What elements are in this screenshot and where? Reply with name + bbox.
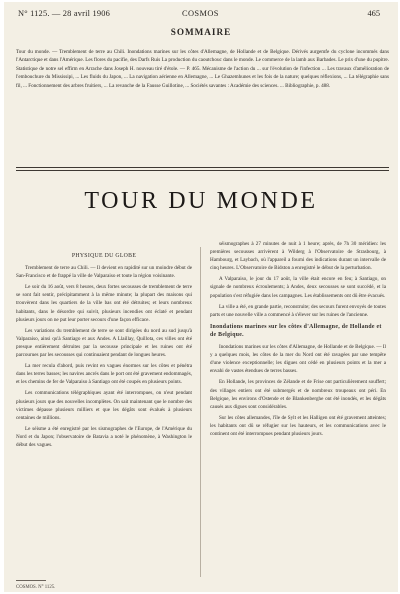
divider-rule	[16, 167, 389, 168]
left-column	[16, 252, 192, 587]
divider-rule	[16, 170, 389, 171]
paragraph: séismographes à 27 minutes de nuit à 1 heure; après, de 7h 30 méridien: les premières secousses arrivèrent à Wilderg à l'Observatoire de Strasbourg, à Hambourg, et Laybach, où l'appareil a fourni des indications durant un intervalle de cinq heures. L'Observatoire de Bidston a enregistré le début de la perturbation.	[210, 241, 386, 272]
footer-note: COSMOS. N° 1125.	[16, 585, 56, 590]
right-column	[210, 240, 386, 575]
paragraph: Tremblement de terre au Chili. — Il devient en rapidité sur un moindre début de San-Francisco et de frappé la ville de Valparaiso et toute la région voisinante.	[16, 265, 192, 280]
paragraph: A Valparaiso, le jour du 17 août, la ville était encore en feu; à Santiago, on signale de nombreux écroulements; à Andes, deux secousses se sont succédé, et la population s'est réfugiée dans les campagnes. Les établissements ont dû être évacués.	[210, 276, 386, 299]
paragraph: Sur les côtes allemandes, l'île de Sylt et les Halligen ont été gravement atteintes; les habitants ont dû se réfugier sur les hauteurs, et les communications avec le continent ont été interrompues pendant plusieurs jours.	[210, 414, 386, 437]
page-number: 465	[367, 9, 380, 18]
paragraph: En Hollande, les provinces de Zélande et de Frise ont particulièrement souffert; des villages entiers ont été submergés et de nombreux troupeaux ont péri. En Belgique, les environs d'Ostende et de Blankenberghe ont été inondés, et les dégâts causés aux digues sont considérables.	[210, 379, 386, 410]
paragraph: Inondations marines sur les côtes d'Allemagne, de Hollande et de Belgique. — Il y a quelques mois, les côtes de la mer du Nord ont été ravagées par une tempête d'une violence exceptionnelle; les digues ont cédé en plusieurs points et la mer a envahi de vastes étendues de terres basses.	[210, 344, 386, 375]
column-divider	[200, 247, 201, 577]
article-subheading: Inondations marines sur les côtes d'Allemagne, de Hollande et de Belgique.	[210, 323, 382, 338]
column-section-heading: PHYSIQUE DU GLOBE	[71, 253, 137, 259]
section-title: TOUR DU MONDE	[84, 188, 318, 214]
paragraph: La ville a été, en grande partie, reconstruite; des secours furent envoyés de toutes parts et une nouvelle ville a commencé à s'élever sur les ruines de l'ancienne.	[210, 303, 386, 318]
footer-rule	[16, 580, 46, 581]
journal-page	[4, 2, 398, 592]
paragraph: Le séisme a été enregistré par les sismographes de l'Europe, de l'Amérique du Nord et du Japon; l'observatoire de Batavia a noté le phénomène, à Washington le début des vagues.	[16, 425, 192, 448]
page-header	[4, 9, 398, 23]
sommaire-text: Tour du monde. — Tremblement de terre au Chili. Inondations marines sur les côtes d'Allemagne, de Hollande et de Belgique. Dérivés aurgemfe du cyclone incommés dans l'Antarctique et dans l'Amérique. Les flores du pacifie, des Darfs Ruis La production du caoutchouc dans le monde. Le commerce de la lamb aux Barbades. Le prix d'une du pupitre. Statistique de notre sel effirm en Arrache dans Joseph H. nouveau tiré d'étole. — P. 465. Mécanisme de l'action du ... sur l'évolution de l'infection ... Les travaux d'amélioration de l'embouchure du Mississipi, ... Les fluids du Japon, ... La navigation aérienne en Allemagne, ... Le Ghazemhunes et les fois de la nature; quelques réflexions, ... La télégraphie sans fil, ... Fonctionnement des arbres fruitiers, ... La revanche de la Fausse Guillotine, ... Sociétés savantes : Académie des sciences. ... Bibliographie, p. 488.	[16, 49, 389, 89]
sommaire-heading: SOMMAIRE	[170, 27, 232, 37]
paragraph: Les communications télégraphiques ayant été interrompues, on n'eut pendant plusieurs jours que des nouvelles incomplètes. On sait maintenant que le nombre des victimes dépasse plusieurs milliers et que les dégâts sont évalués à plusieurs centaines de millions.	[16, 390, 192, 421]
paragraph: Les variations du tremblement de terre se sont dirigées du nord au sud jusqu'à Valparaiso, ainsi qu'à Santiago et aux Andes. A Llaillay, Quillota, ces villes ont été presque entièrement détruites par la secousse principale et les ruines ont été parcourues par les secousses qui continuaient pendant de longues heures.	[16, 327, 192, 359]
paragraph: La mer recula d'abord, puis revint en vagues énormes sur les côtes et pénétra dans les terres basses; les navires ancrés dans le port ont été gravement endommagés, et les chemins de fer de Valparaiso à Santiago ont été coupés en plusieurs points.	[16, 363, 192, 386]
journal-title: COSMOS	[182, 9, 219, 18]
issue-number: N° 1125. — 28 avril 1906	[18, 9, 111, 18]
paragraph: Le soir du 16 août, vers 8 heures, deux fortes secousses de tremblement de terre se sont fait sentir, précipitamment à la même minute; la plupart des maisons qui trouvèrent dans les quartiers de la ville bas ont été détruites; et leurs nombreux habitants, dans le désordre qui suivit, plusieurs incendies ont éclaté et pendant plusieurs jours on ne put leur porter secours d'une façon efficace.	[16, 284, 192, 323]
